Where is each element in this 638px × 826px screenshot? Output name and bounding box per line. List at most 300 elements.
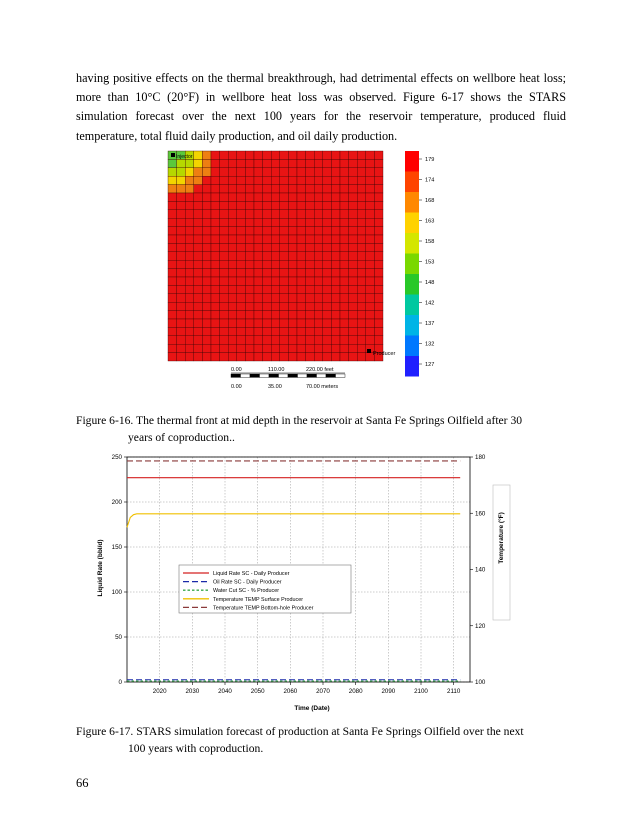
grid-cell [306,260,315,268]
grid-cell [220,227,229,235]
grid-cell [254,277,263,285]
grid-cell [331,210,340,218]
grid-cell [202,260,211,268]
grid-cell [340,193,349,201]
grid-cell [263,218,272,226]
grid-cell [168,353,177,361]
grid-cell [194,285,203,293]
grid-cell [237,218,246,226]
grid-cell [314,311,323,319]
grid-cell [211,185,220,193]
grid-cell [323,319,332,327]
grid-cell [228,176,237,184]
grid-cell [245,336,254,344]
grid-cell [349,151,358,159]
grid-cell [168,311,177,319]
grid-cell [211,176,220,184]
grid-cell [254,252,263,260]
colorbar-swatch [405,274,419,295]
grid-cell [202,344,211,352]
grid-cell [331,319,340,327]
grid-cell [177,159,186,167]
grid-cell [168,294,177,302]
grid-cell [306,269,315,277]
scale-bar-segment [269,374,279,377]
grid-cell [331,185,340,193]
x-tick-label: 2040 [218,688,232,695]
scale-top-2: 220.00 feet [306,367,334,373]
grid-cell [228,311,237,319]
grid-cell [194,252,203,260]
grid-cell [340,302,349,310]
grid-cell [168,277,177,285]
grid-cell [194,260,203,268]
grid-cell [297,168,306,176]
grid-cell [306,159,315,167]
grid-cell [263,311,272,319]
grid-cell [202,235,211,243]
y-tick-label: 50 [115,634,122,642]
grid-cell [306,168,315,176]
grid-cell [168,327,177,335]
temperature-grid [168,151,383,361]
grid-cell [331,294,340,302]
grid-cell [349,269,358,277]
grid-cell [185,294,194,302]
grid-cell [297,243,306,251]
grid-cell [185,302,194,310]
grid-cell [254,151,263,159]
grid-cell [245,319,254,327]
grid-cell [297,285,306,293]
grid-cell [202,243,211,251]
grid-cell [288,201,297,209]
grid-cell [220,353,229,361]
grid-cell [263,151,272,159]
grid-cell [254,319,263,327]
grid-cell [271,151,280,159]
grid-cell [306,311,315,319]
grid-cell [331,201,340,209]
grid-cell [349,159,358,167]
grid-cell [331,260,340,268]
grid-cell [211,277,220,285]
grid-cell [331,285,340,293]
grid-cell [306,319,315,327]
grid-cell [237,327,246,335]
grid-cell [288,168,297,176]
grid-cell [288,176,297,184]
grid-cell [185,201,194,209]
grid-cell [374,159,383,167]
colorbar-tick-label: 174 [425,177,435,184]
grid-cell [288,235,297,243]
grid-cell [202,336,211,344]
grid-cell [228,336,237,344]
grid-cell [185,252,194,260]
grid-cell [349,311,358,319]
grid-cell [357,159,366,167]
grid-cell [366,227,375,235]
grid-cell [331,227,340,235]
grid-cell [366,336,375,344]
grid-cell [314,193,323,201]
grid-cell [211,151,220,159]
grid-cell [323,218,332,226]
colorbar-tick-label: 179 [425,157,435,163]
grid-cell [349,168,358,176]
grid-cell [202,151,211,159]
scale-bar-segment [260,374,270,377]
grid-cell [177,344,186,352]
grid-cell [271,319,280,327]
grid-cell [357,185,366,193]
grid-cell [177,176,186,184]
grid-cell [340,285,349,293]
grid-cell [220,193,229,201]
grid-cell [280,260,289,268]
grid-cell [357,260,366,268]
grid-cell [297,151,306,159]
producer-label: Producer [373,351,396,357]
grid-cell [271,336,280,344]
grid-cell [185,218,194,226]
grid-cell [366,311,375,319]
grid-cell [357,302,366,310]
y2-tick-label: 120 [475,622,486,630]
grid-cell [168,210,177,218]
grid-cell [331,151,340,159]
grid-cell [340,269,349,277]
grid-cell [288,344,297,352]
grid-cell [314,285,323,293]
grid-cell [168,319,177,327]
grid-cell [211,344,220,352]
grid-cell [297,159,306,167]
legend-label: Water Cut SC - % Producer [213,588,280,595]
grid-cell [297,269,306,277]
grid-cell [202,311,211,319]
injector-label: Injector [176,154,193,160]
grid-cell [194,185,203,193]
grid-cell [185,243,194,251]
grid-cell [220,185,229,193]
grid-cell [263,227,272,235]
scale-bar-segment [336,374,346,377]
grid-cell [297,210,306,218]
grid-cell [194,210,203,218]
figure-6-17-caption-line2: 100 years with coproduction. [128,741,264,755]
grid-cell [357,227,366,235]
grid-cell [254,302,263,310]
grid-cell [245,235,254,243]
grid-cell [314,218,323,226]
grid-cell [220,302,229,310]
grid-cell [331,252,340,260]
grid-cell [297,227,306,235]
grid-cell [194,218,203,226]
grid-cell [374,210,383,218]
y2-tick-label: 100 [475,679,486,687]
grid-cell [254,185,263,193]
grid-cell [271,218,280,226]
grid-cell [374,277,383,285]
grid-cell [228,353,237,361]
colorbar-tick-label: 168 [425,198,435,204]
grid-cell [297,311,306,319]
grid-cell [366,151,375,159]
grid-cell [271,277,280,285]
grid-cell [211,285,220,293]
grid-cell [177,168,186,176]
grid-cell [374,327,383,335]
grid-cell [280,151,289,159]
grid-cell [228,235,237,243]
grid-cell [340,353,349,361]
grid-cell [306,336,315,344]
grid-cell [263,210,272,218]
grid-cell [314,185,323,193]
x-tick-label: 2080 [348,688,363,695]
grid-cell [374,176,383,184]
colorbar-swatch [405,192,419,213]
grid-cell [331,327,340,335]
grid-cell [280,285,289,293]
grid-cell [254,210,263,218]
grid-cell [202,319,211,327]
grid-cell [297,277,306,285]
grid-cell [323,193,332,201]
grid-cell [271,252,280,260]
x-axis-label: Time (Date) [294,705,330,712]
grid-cell [211,227,220,235]
grid-cell [185,344,194,352]
grid-cell [280,269,289,277]
grid-cell [228,185,237,193]
grid-cell [357,269,366,277]
grid-cell [366,319,375,327]
grid-cell [263,252,272,260]
scale-bar-segments [231,373,345,377]
grid-cell [297,302,306,310]
grid-cell [306,210,315,218]
grid-cell [168,159,177,167]
grid-cell [202,302,211,310]
grid-cell [323,210,332,218]
grid-cell [220,243,229,251]
grid-cell [314,269,323,277]
grid-cell [237,151,246,159]
grid-cell [280,193,289,201]
grid-cell [194,235,203,243]
y-axis-label: Liquid Rate (bbl/d) [97,539,104,597]
grid-cell [220,218,229,226]
grid-cell [340,151,349,159]
grid-cell [220,327,229,335]
grid-cell [263,336,272,344]
grid-cell [194,159,203,167]
grid-cell [220,285,229,293]
grid-cell [245,168,254,176]
grid-cell [220,277,229,285]
colorbar-swatch [405,254,419,275]
grid-cell [245,252,254,260]
grid-cell [297,235,306,243]
grid-cell [168,227,177,235]
grid-cell [366,218,375,226]
grid-cell [202,168,211,176]
colorbar-swatch [405,151,419,172]
grid-cell [297,201,306,209]
y-tick-label: 100 [111,589,122,597]
grid-cell [211,294,220,302]
scale-bar-segment [231,374,241,377]
grid-cell [228,193,237,201]
grid-cell [374,319,383,327]
grid-cell [245,201,254,209]
grid-cell [245,353,254,361]
grid-cell [211,260,220,268]
grid-cell [306,353,315,361]
grid-cell [357,319,366,327]
grid-cell [211,319,220,327]
grid-cell [168,193,177,201]
grid-cell [306,277,315,285]
grid-cell [271,302,280,310]
grid-cell [349,302,358,310]
x-tick-label: 2030 [185,688,200,695]
grid-cell [323,227,332,235]
x-tick-label: 2070 [316,688,330,695]
grid-cell [263,185,272,193]
grid-cell [211,302,220,310]
grid-cell [220,311,229,319]
grid-cell [288,353,297,361]
grid-cell [177,285,186,293]
grid-cell [323,311,332,319]
grid-cell [245,327,254,335]
grid-cell [185,227,194,235]
grid-cell [202,218,211,226]
grid-cell [185,269,194,277]
grid-cell [194,151,203,159]
grid-cell [314,336,323,344]
grid-cell [374,285,383,293]
grid-cell [245,151,254,159]
injector-well-icon [171,153,175,157]
grid-cell [263,159,272,167]
grid-cell [306,235,315,243]
grid-cell [306,151,315,159]
grid-cell [323,159,332,167]
y-tick-label: 150 [111,544,122,552]
grid-cell [340,168,349,176]
grid-cell [271,260,280,268]
grid-cell [331,243,340,251]
grid-cell [288,269,297,277]
grid-cell [245,285,254,293]
grid-cell [349,336,358,344]
grid-cell [280,252,289,260]
grid-cell [374,252,383,260]
grid-cell [297,185,306,193]
grid-cell [211,336,220,344]
grid-cell [314,277,323,285]
grid-cell [340,344,349,352]
grid-cell [237,210,246,218]
grid-cell [366,243,375,251]
grid-cell [288,159,297,167]
grid-cell [340,311,349,319]
grid-cell [323,327,332,335]
grid-cell [228,327,237,335]
grid-cell [271,311,280,319]
grid-cell [366,252,375,260]
grid-cell [288,311,297,319]
grid-cell [254,311,263,319]
grid-cell [349,243,358,251]
colorbar-tick-label: 127 [425,362,435,368]
grid-cell [263,294,272,302]
grid-cell [237,336,246,344]
grid-cell [185,235,194,243]
grid-cell [331,235,340,243]
grid-cell [357,151,366,159]
grid-cell [366,302,375,310]
grid-cell [331,277,340,285]
grid-cell [288,151,297,159]
grid-cell [357,336,366,344]
colorbar-tick-label: 158 [425,239,435,245]
grid-cell [220,336,229,344]
grid-cell [237,353,246,361]
grid-cell [357,294,366,302]
grid-cell [271,327,280,335]
grid-cell [254,159,263,167]
grid-cell [288,260,297,268]
grid-cell [185,176,194,184]
grid-cell [340,227,349,235]
grid-cell [237,185,246,193]
grid-cell [331,176,340,184]
grid-cell [211,218,220,226]
grid-cell [271,353,280,361]
grid-cell [185,159,194,167]
grid-cell [237,176,246,184]
grid-cell [202,327,211,335]
grid-cell [211,327,220,335]
figure-6-17-chart [90,448,530,713]
grid-cell [185,336,194,344]
grid-cell [297,344,306,352]
grid-cell [306,294,315,302]
grid-cell [306,218,315,226]
scale-bar-segment [307,374,317,377]
grid-cell [220,151,229,159]
grid-cell [331,193,340,201]
grid-cell [237,227,246,235]
grid-cell [254,327,263,335]
grid-cell [374,201,383,209]
grid-cell [349,260,358,268]
figure-6-17-caption-line1: Figure 6-17. STARS simulation forecast of production at Santa Fe Springs Oilfield over the next [76,725,524,738]
grid-cell [185,210,194,218]
grid-cell [357,277,366,285]
grid-cell [349,218,358,226]
grid-cell [263,193,272,201]
grid-cell [202,227,211,235]
grid-cell [202,210,211,218]
